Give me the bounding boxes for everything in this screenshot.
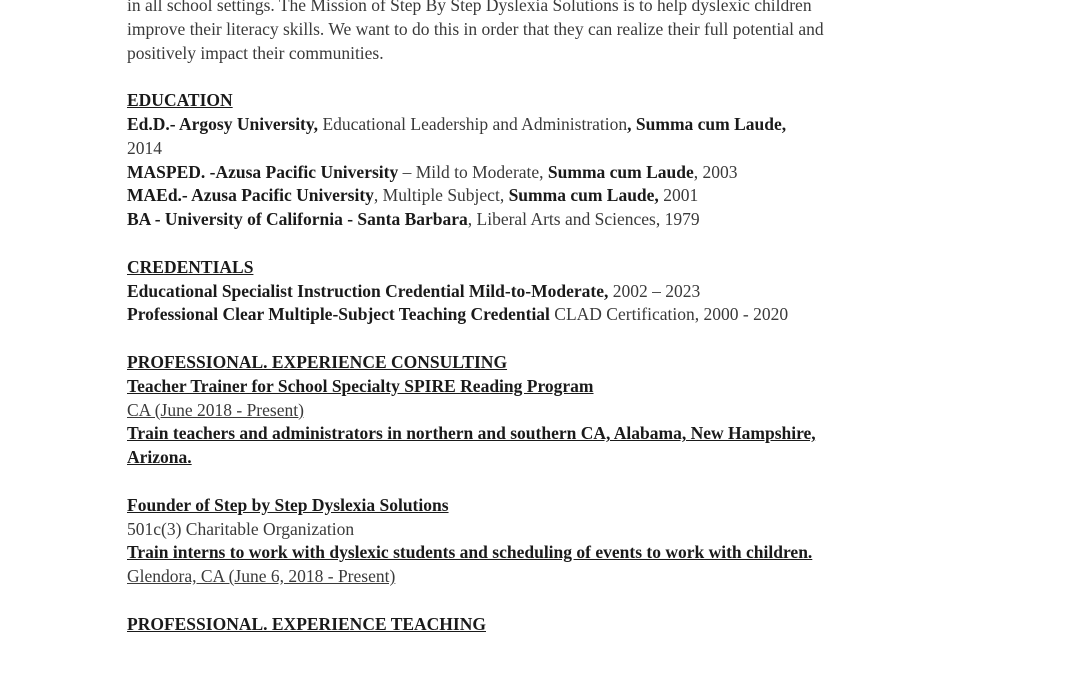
mission-line: improve their literacy skills. We want to do this in order that they can realize their full potential and bbox=[127, 18, 824, 39]
job-organization: 501c(3) Charitable Organization bbox=[127, 518, 355, 539]
education-entry: MASPED. -Azusa Pacific University – Mild to Moderate, Summa cum Laude, 2003 bbox=[127, 161, 738, 182]
job-location: Glendora, CA (June 6, 2018 - Present) bbox=[127, 566, 396, 587]
education-section bbox=[127, 89, 967, 232]
teaching-section bbox=[127, 613, 967, 637]
job-title: Teacher Trainer for School Specialty SPIRE Reading Program bbox=[127, 375, 594, 396]
education-heading: EDUCATION bbox=[127, 90, 233, 111]
education-entry-year: 2014 bbox=[127, 137, 162, 158]
mission-line: in all school settings. The Mission of Step By Step Dyslexia Solutions is to help dyslexic children bbox=[127, 0, 812, 15]
job-title: Founder of Step by Step Dyslexia Solutions bbox=[127, 494, 449, 515]
job-location: CA (June 2018 - Present) bbox=[127, 399, 304, 420]
education-entry: BA - University of California - Santa Barbara, Liberal Arts and Sciences, 1979 bbox=[127, 209, 700, 230]
teaching-heading: PROFESSIONAL. EXPERIENCE TEACHING bbox=[127, 613, 486, 634]
education-entry: MAEd.- Azusa Pacific University, Multiple Subject, Summa cum Laude, 2001 bbox=[127, 185, 699, 206]
resume-page bbox=[127, 0, 967, 637]
credentials-section bbox=[127, 256, 967, 327]
education-entry: Ed.D.- Argosy University, Educational Leadership and Administration, Summa cum Laude, bbox=[127, 113, 787, 134]
mission-paragraph bbox=[127, 0, 967, 65]
consulting-section bbox=[127, 351, 967, 589]
credential-entry: Educational Specialist Instruction Credential Mild-to-Moderate, 2002 – 2023 bbox=[127, 280, 701, 301]
job-description: Train teachers and administrators in northern and southern CA, Alabama, New Hampshire, Arizona. bbox=[127, 423, 816, 468]
job-description: Train interns to work with dyslexic students and scheduling of events to work with children. bbox=[127, 542, 813, 563]
consulting-heading: PROFESSIONAL. EXPERIENCE CONSULTING bbox=[127, 351, 508, 372]
credential-entry: Professional Clear Multiple-Subject Teaching Credential CLAD Certification, 2000 - 2020 bbox=[127, 304, 789, 325]
mission-line: positively impact their communities. bbox=[127, 42, 384, 63]
credentials-heading: CREDENTIALS bbox=[127, 256, 254, 277]
